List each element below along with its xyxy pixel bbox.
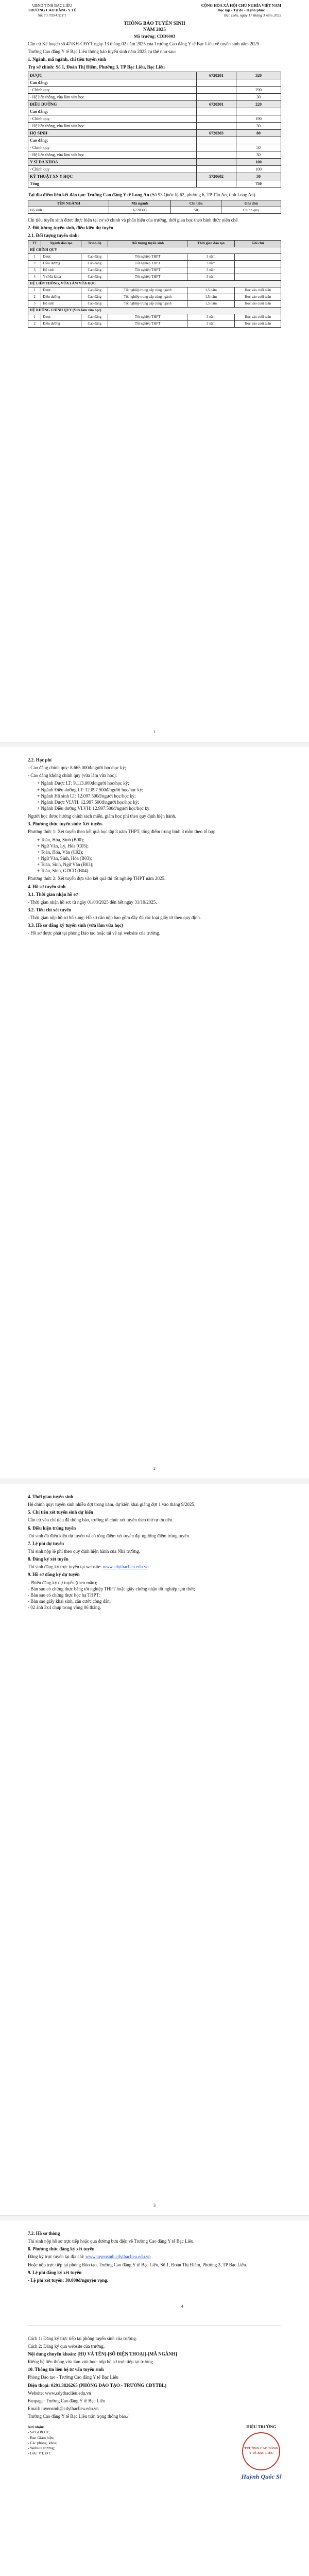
section-1b-heading xyxy=(28,192,281,198)
cell-tt: 3 xyxy=(28,300,41,307)
table-row xyxy=(28,314,281,320)
fee-apply-text: Thí sinh nộp lệ phí theo quy định hiện hành của Nhà trường. xyxy=(28,1548,140,1554)
table-row xyxy=(28,173,281,180)
cell-code xyxy=(197,159,236,166)
method-heading: 3. Phương thức tuyển sinh: Xét tuyển. xyxy=(28,821,103,827)
cell-target: 320 xyxy=(236,72,281,79)
transfer-extra: Riêng hệ liên thông vừa làm vừa học: nộp hồ sơ trực tiếp tại trường. xyxy=(28,2359,154,2365)
cell-name: Điều dưỡng xyxy=(41,320,81,327)
group-row xyxy=(28,247,281,253)
cell-major: Tổng xyxy=(28,180,197,188)
cell-time: 3 năm xyxy=(187,260,235,267)
submit-text: Thí sinh nộp hồ sơ trực tiếp hoặc qua đường bưu điện về Trường Cao đẳng Y tế Bạc Liêu. xyxy=(28,2239,195,2244)
cell-target xyxy=(236,79,281,87)
cell-target: 50 xyxy=(236,144,281,151)
fee-irregular: - Cao đẳng không chính quy (vừa làm vừa học): xyxy=(28,773,117,778)
cell-name: Dược xyxy=(41,287,81,294)
group-label: HỆ KHÔNG CHÍNH QUY (Vừa làm vừa học) xyxy=(28,307,281,314)
column-header: Chỉ tiêu xyxy=(170,200,221,207)
table-row xyxy=(28,294,281,300)
apply-method-label: Đăng ký trực tuyến tại địa chỉ: xyxy=(28,2254,84,2260)
combo-item: + Toán, Hóa, Văn (C02); xyxy=(37,849,83,855)
table-row xyxy=(28,144,281,151)
column-header: Đối tượng tuyển sinh xyxy=(108,241,187,247)
table-header-row xyxy=(28,241,281,247)
cell-major: - Chính quy xyxy=(28,115,197,123)
table-row xyxy=(28,260,281,267)
cell-target: 30 xyxy=(236,151,281,159)
quota-heading: 5. Chỉ tiêu xét tuyển sinh dự kiến xyxy=(28,1510,93,1515)
document-title xyxy=(28,21,281,39)
document-item: - Bản sao có chứng thực bằng tốt nghiệp THPT hoặc giấy chứng nhận tốt nghiệp tạm thời; xyxy=(28,1586,195,1591)
recipient-item: - Website trường; xyxy=(28,2445,55,2450)
table-row xyxy=(28,180,281,188)
closing-text: Trường Cao đẳng Y tế Bạc Liêu trân trọng thông báo./. xyxy=(28,2414,130,2419)
cell-level: Cao đẳng xyxy=(81,300,108,307)
partner-target-table xyxy=(28,200,281,214)
fee-regular: - Cao đẳng chính quy: 8.665.000đ/người học/học kỳ; xyxy=(28,765,126,771)
signatory-name: Huỳnh Quốc Sĩ xyxy=(241,2473,281,2481)
page-4 xyxy=(0,2221,309,2576)
cell-name: Hộ sinh xyxy=(41,267,81,274)
cell-name: Hộ sinh xyxy=(41,300,81,307)
contact-email[interactable]: Email: tuyensinh@cdytbaclieu.edu.vn xyxy=(28,2406,99,2412)
cell-major: KỸ THUẬT XN Y HỌC xyxy=(28,173,197,180)
org-line-2: TRƯỜNG CAO ĐẲNG Y TẾ xyxy=(28,8,77,13)
combo-list xyxy=(28,837,281,874)
cell-note: Học vào cuối tuần xyxy=(235,320,281,327)
cell-code xyxy=(197,79,236,87)
cell-tt: 1 xyxy=(28,253,41,260)
cell-major: Cao đẳng: xyxy=(28,79,197,87)
table-row xyxy=(28,253,281,260)
cell-target xyxy=(236,108,281,115)
column-header: Ngành đào tạo xyxy=(41,241,81,247)
table-row xyxy=(28,267,281,274)
cell-level: Cao đẳng xyxy=(81,253,108,260)
document-header xyxy=(28,3,281,18)
fee-item: + Ngành Hộ sinh LT: 12.097.500đ/người học/học kỳ; xyxy=(37,793,136,799)
cell-level: Cao đẳng xyxy=(81,287,108,294)
cell-target: 80 xyxy=(236,130,281,137)
title-line-2: NĂM 2025 xyxy=(143,27,166,33)
cell-tt: 4 xyxy=(28,274,41,280)
recipients xyxy=(28,2425,57,2481)
cell-time: 3 năm xyxy=(187,314,235,320)
table-row xyxy=(28,300,281,307)
cell-major: ĐIỀU DƯỠNG xyxy=(28,101,197,108)
table-row xyxy=(28,87,281,94)
cell-code xyxy=(197,115,236,123)
cell-code xyxy=(197,137,236,144)
signatory-title: HIỆU TRƯỞNG xyxy=(246,2425,277,2430)
document-item: - Phiếu đăng ký dự tuyển (theo mẫu); xyxy=(28,1580,97,1585)
document-number: Số: 73 /TB-CĐYT xyxy=(38,12,67,18)
admission-object-table xyxy=(28,240,281,327)
way-2: Cách 2: Đăng ký qua website của trường. xyxy=(28,2343,105,2349)
document-date: Bạc Liêu, ngày 17 tháng 3 năm 2025 xyxy=(224,12,281,18)
title-line-1: THÔNG BÁO TUYỂN SINH xyxy=(124,21,185,27)
cell-name: Dược xyxy=(41,314,81,320)
column-header: TÊN NGÀNH xyxy=(28,200,109,207)
cell-major: Y SĨ ĐA KHOA xyxy=(28,159,197,166)
fee-item: + Ngành Dược LT: 9.113.000đ/người học/học kỳ; xyxy=(37,781,129,786)
cell-target: 30 xyxy=(236,94,281,101)
table-row xyxy=(28,72,281,79)
document-item: - 02 ảnh 3x4 chụp trong vòng 06 tháng. xyxy=(28,1605,101,1611)
cell-note: Học vào cuối tuần xyxy=(235,314,281,320)
cell-name: Y sĩ đa khoa xyxy=(41,274,81,280)
section-1b-address: (Số 93 Quốc lộ 62, phường 6, TP Tân An, tỉnh Long An) xyxy=(150,192,255,198)
cell-target xyxy=(236,137,281,144)
group-row xyxy=(28,307,281,314)
table-row xyxy=(28,115,281,123)
combo-item: + Toán, Hóa, Sinh (B00); xyxy=(37,837,84,842)
document-item: - Bản sao giấy khai sinh, căn cước công dân; xyxy=(28,1598,111,1604)
register-heading: 8. Đăng ký xét tuyển xyxy=(28,1556,68,1562)
register-text xyxy=(28,1564,281,1570)
cell-note xyxy=(235,253,281,260)
register-label: Thí sinh đăng ký trực tuyến tại website: xyxy=(28,1564,102,1570)
signature-block xyxy=(28,2425,281,2481)
table-row xyxy=(28,123,281,130)
column-header: Thời gian đào tạo xyxy=(187,241,235,247)
apply-fee-heading: 9. Lệ phí đăng ký xét tuyển xyxy=(28,2269,82,2275)
cell-time: 3 năm xyxy=(187,253,235,260)
cell-code: 6720301 xyxy=(197,101,236,108)
time-heading: 4. Thời gian tuyển sinh xyxy=(28,1494,74,1499)
cell-obj: Tốt nghiệp THPT xyxy=(108,267,187,274)
cell-code xyxy=(197,144,236,151)
cell-obj: Tốt nghiệp THPT xyxy=(108,260,187,267)
cell-time: 3 năm xyxy=(187,267,235,274)
table-row xyxy=(28,287,281,294)
signatory xyxy=(242,2425,281,2481)
cell-note xyxy=(235,260,281,267)
enrollment-target-table xyxy=(28,72,281,188)
table-header-row xyxy=(28,200,281,207)
intro-paragraph-2: Trường Cao đẳng Y tế Bạc Liêu thông báo tuyển sinh năm 2025 cụ thể như sau: xyxy=(28,49,176,54)
cell-target: 750 xyxy=(236,180,281,188)
fee-list xyxy=(28,780,281,811)
cell-tt: 3 xyxy=(28,267,41,274)
quota-text: Căn cứ vào chỉ tiêu đã thông báo, trường tổ chức xét tuyển theo thứ tự ưu tiên. xyxy=(28,1517,174,1523)
cell-obj: Tốt nghiệp trung cấp cùng ngành xyxy=(108,300,187,307)
cell-major: - Hệ liên thông, vừa làm vừa học xyxy=(28,94,197,101)
condition-text: Thí sinh đủ điều kiện dự tuyển và có tổng điểm xét tuyển đạt ngưỡng điểm trúng tuyển. xyxy=(28,1533,190,1538)
page-3 xyxy=(0,1484,309,2215)
column-header: Ghi chú xyxy=(235,241,281,247)
section-1-subheading: Trụ sở chính: Số 1, Đoàn Thị Điểm, Phường 3, TP Bạc Liêu, Bạc Liêu xyxy=(28,64,165,70)
cell-tt: 1 xyxy=(28,287,41,294)
cell-level: Cao đẳng xyxy=(81,260,108,267)
section-1c-paragraph: Chỉ tiêu tuyển sinh được thực hiện tại cơ sở chính và phân hiệu của trường, thời gian học theo hình thức niên chế. xyxy=(28,217,239,223)
section-1b-title: Tại địa điểm liên kết đào tạo: Trường Cao đẳng Y tế Long An xyxy=(28,192,149,198)
table-row xyxy=(28,130,281,137)
table-row xyxy=(28,159,281,166)
cell-major: - Chính quy xyxy=(28,144,197,151)
cell-name: Điều dưỡng xyxy=(41,260,81,267)
cell-target: 30 xyxy=(236,173,281,180)
combo-item: + Ngữ Văn, Sinh, Hóa (B03); xyxy=(37,855,92,861)
documents-heading: 9. Hồ sơ đăng ký dự tuyển xyxy=(28,1572,80,1578)
time-text: Hệ chính quy: tuyển sinh nhiều đợt trong năm, dự kiến khai giảng đợt 1 vào tháng 9/2025. xyxy=(28,1502,196,1507)
page-number: 4 xyxy=(181,2303,183,2309)
cell-name: Dược xyxy=(41,253,81,260)
cell-tt: 2 xyxy=(28,320,41,327)
column-header: Ghi chú xyxy=(221,200,281,207)
cell-major: - Chính quy xyxy=(28,87,197,94)
org-line-1: UBND TỈNH BẠC LIÊU xyxy=(32,3,72,8)
cell-tt: 2 xyxy=(28,294,41,300)
cell-level: Cao đẳng xyxy=(81,267,108,274)
contact-heading: 10. Thông tin liên hệ tư vấn tuyển sinh xyxy=(28,2367,104,2372)
cell-major: - Chính quy xyxy=(28,166,197,173)
cell-major: DƯỢC xyxy=(28,72,197,79)
page-1 xyxy=(0,0,309,742)
cell-level: Cao đẳng xyxy=(81,274,108,280)
section-2-1-heading: 2.1. Đối tượng tuyển sinh: xyxy=(28,233,79,239)
cell-time: 3 năm xyxy=(187,274,235,280)
cell-time: 1,5 năm xyxy=(187,287,235,294)
fee-policy: Người học được hưởng chính sách miễn, giảm học phí theo quy định hiện hành. xyxy=(28,814,176,819)
fee-item: + Ngành Dược VLVH: 12.997.500đ/người học/học kỳ; xyxy=(37,799,139,805)
cell-code xyxy=(197,94,236,101)
dossier-vlvh-heading: 3.3. Hồ sơ đăng ký tuyển sinh (vừa làm vừa học) xyxy=(28,923,123,928)
recipient-item: - Sở GD&ĐT; xyxy=(28,2430,50,2435)
cell-obj: Tốt nghiệp trung cấp cùng ngành xyxy=(108,287,187,294)
cell-code: 6720201 xyxy=(197,72,236,79)
cell-target: 50 xyxy=(170,207,221,213)
section-2-heading: 2. Đối tượng tuyển sinh, điều kiện dự tuyển xyxy=(28,225,113,230)
cell-target: 100 xyxy=(236,166,281,173)
fee-apply-heading: 7. Lệ phí dự tuyển xyxy=(28,1540,64,1546)
cell-note: Học vào cuối tuần xyxy=(235,287,281,294)
cell-major: - Hệ liên thông, vừa làm vừa học xyxy=(28,123,197,130)
cell-obj: Tốt nghiệp THPT xyxy=(108,314,187,320)
section-1-heading: 1. Ngành, mã ngành, chỉ tiêu tuyển sinh xyxy=(28,57,107,62)
national-title: CỘNG HÒA XÃ HỘI CHỦ NGHĨA VIỆT NAM xyxy=(201,3,281,8)
cell-code xyxy=(197,108,236,115)
contact-web[interactable]: Website: www.cdytbaclieu.edu.vn xyxy=(28,2390,91,2396)
recipients-list xyxy=(28,2430,57,2456)
cell-time: 1,5 năm xyxy=(187,300,235,307)
combo-item: + Ngữ Văn, Lý, Hóa (C05); xyxy=(37,843,89,849)
cell-target: 220 xyxy=(236,101,281,108)
cell-major: Cao đẳng: xyxy=(28,137,197,144)
cell-level: Cao đẳng xyxy=(81,294,108,300)
cell-name: Điều dưỡng xyxy=(41,294,81,300)
cell-code xyxy=(197,180,236,188)
transfer-note: Nội dung chuyển khoản: [HỌ VÀ TÊN]-[SỐ ĐIỆN THOẠI]-[MÃ NGÀNH] xyxy=(28,2351,177,2357)
cell-obj: Tốt nghiệp trung cấp cùng ngành xyxy=(108,294,187,300)
cell-note xyxy=(235,274,281,280)
cell-note: Học vào cuối tuần xyxy=(235,300,281,307)
cell-code xyxy=(197,87,236,94)
table-row xyxy=(28,166,281,173)
group-row xyxy=(28,280,281,287)
page-2 xyxy=(0,747,309,1479)
cell-target: 30 xyxy=(236,123,281,130)
document-item: - Bản sao có chứng thực học bạ THPT; xyxy=(28,1592,100,1598)
cell-target: 190 xyxy=(236,115,281,123)
cell-level: Cao đẳng xyxy=(81,320,108,327)
national-motto: Độc lập - Tự do - Hạnh phúc xyxy=(217,8,265,13)
recipients-title: Nơi nhận: xyxy=(28,2425,45,2430)
final-section xyxy=(28,2325,281,2481)
cell-tt: 2 xyxy=(28,260,41,267)
intro-paragraph-1: Căn cứ Kế hoạch số 47/KH-CĐYT ngày 13 tháng 02 năm 2025 của Trường Cao đẳng Y tế Bạc Liêu về tuyển sinh năm 2025. xyxy=(28,41,261,46)
dossier-time-heading: 3.1. Thời gian nhận hồ sơ xyxy=(28,891,78,897)
fee-item: + Ngành Điều dưỡng LT: 12.097.500đ/người học/học kỳ; xyxy=(37,787,144,792)
cell-code xyxy=(197,123,236,130)
page-number: 3 xyxy=(153,2203,156,2208)
criteria-text: - Thời gian nộp hồ sơ bổ sung: Hồ sơ cần nộp bao gồm đầy đủ các loại giấy tờ theo quy định. xyxy=(28,915,201,921)
combo-item: + Toán, Sinh, GDCD (B04). xyxy=(37,868,90,874)
combo-item: + Toán, Sinh, Ngữ Văn (B03); xyxy=(37,862,94,868)
school-code: Mã trường: CDD6003 xyxy=(133,33,176,39)
table-row xyxy=(28,151,281,159)
column-header: TT xyxy=(28,241,41,247)
apply-method-heading: 8. Phương thức đăng ký xét tuyển xyxy=(28,2246,95,2252)
group-label: HỆ CHÍNH QUY xyxy=(28,247,281,253)
dossier-vlvh-text: - Hồ sơ được phát tại phòng Đào tạo hoặc tải về tại website của trường. xyxy=(28,930,160,936)
recipient-item: - Ban Giám hiệu; xyxy=(28,2435,55,2440)
table-row xyxy=(28,274,281,280)
documents-list xyxy=(28,1580,281,1611)
cell-code: 5720602 xyxy=(197,173,236,180)
way-1: Cách 1: Đăng ký trực tiếp tại phòng tuyển sinh của trường. xyxy=(28,2335,137,2341)
table-row xyxy=(28,137,281,144)
register-link[interactable]: www.cdytbaclieu.edu.vn xyxy=(102,1564,149,1570)
page-number: 1 xyxy=(153,730,156,734)
contact-office: Phòng Đào tạo - Trường Cao đẳng Y tế Bạc Liêu xyxy=(28,2375,118,2380)
criteria-heading: 3.2. Tiêu chí xét tuyển xyxy=(28,907,72,912)
group-label: HỆ LIÊN THÔNG, VỪA LÀM VỪA HỌC xyxy=(28,280,281,287)
column-header: Trình độ xyxy=(81,241,108,247)
method-1: Phương thức 1: Xét tuyển theo kết quả học tập 3 năm THPT, tổng điểm trung bình 3 môn theo tổ hợp. xyxy=(28,829,217,835)
fee-heading: 2.2. Học phí xyxy=(28,757,52,762)
table-row xyxy=(28,101,281,108)
apply-link[interactable]: www.tuyensinh.cdytbaclieu.edu.vn xyxy=(85,2254,151,2260)
recipient-item: - Lưu: VT, ĐT. xyxy=(28,2450,52,2455)
method-2: Phương thức 2: Xét tuyển dựa vào kết quả thi tốt nghiệp THPT năm 2025. xyxy=(28,876,166,882)
cell-note xyxy=(235,267,281,274)
cell-major: Hộ sinh xyxy=(28,207,109,213)
cell-obj: Tốt nghiệp THPT xyxy=(108,320,187,327)
condition-heading: 6. Điều kiện trúng tuyển xyxy=(28,1525,76,1531)
cell-major: Cao đẳng: xyxy=(28,108,197,115)
contact-phone[interactable]: Điện thoại: 0291.3826265 (PHÒNG ĐÀO TẠO - TRƯỜNG CĐYTBL) xyxy=(28,2382,167,2388)
cell-note: Học vào cuối tuần xyxy=(235,294,281,300)
cell-major: - Hệ liên thông, vừa làm vừa học xyxy=(28,151,197,159)
page-number: 2 xyxy=(153,1466,156,1471)
cell-target: 290 xyxy=(236,87,281,94)
apply-direct-text: Hoặc nộp trực tiếp tại phòng Đào tạo, Trường Cao đẳng Y tế Bạc Liêu, Số 1, Đoàn Thị Điểm, Phường 3, TP Bạc Liêu. xyxy=(28,2262,247,2267)
cell-major: HỘ SINH xyxy=(28,130,197,137)
fee-item: + Ngành Điều dưỡng VLVH: 12.997.500đ/người học/học kỳ. xyxy=(37,805,151,811)
dossier-time: - Thời gian nhận hồ sơ: từ ngày 01/03/2025 đến hết ngày 31/10/2025. xyxy=(28,899,157,905)
table-row xyxy=(28,320,281,327)
cell-tt: 1 xyxy=(28,314,41,320)
cell-obj: Tốt nghiệp THPT xyxy=(108,253,187,260)
table-row xyxy=(28,207,281,213)
contact-fanpage[interactable]: Fanpage: Trường Cao đẳng Y tế Bạc Liêu xyxy=(28,2398,106,2403)
table-row xyxy=(28,79,281,87)
cell-code xyxy=(197,166,236,173)
cell-level: Cao đẳng xyxy=(81,314,108,320)
cell-time: 1,5 năm xyxy=(187,294,235,300)
official-stamp: TRƯỜNG CAO ĐẲNG Y TẾ BẠC LIÊU xyxy=(242,2432,280,2470)
cell-time: 3 năm xyxy=(187,320,235,327)
cell-obj: Tốt nghiệp THPT xyxy=(108,274,187,280)
cell-code xyxy=(197,151,236,159)
table-row xyxy=(28,108,281,115)
submit-heading: 7.2. Hồ sơ thông xyxy=(28,2231,60,2236)
recipient-item: - Các phòng, khoa; xyxy=(28,2440,58,2445)
table-row xyxy=(28,94,281,101)
column-header: Mã ngành xyxy=(109,200,171,207)
cell-code: 6720303 xyxy=(197,130,236,137)
apply-method-text xyxy=(28,2253,281,2260)
cell-target: 100 xyxy=(236,159,281,166)
apply-fee-text: - Lệ phí xét tuyển: 30.000đ/nguyện vọng. xyxy=(28,2277,109,2283)
dossier-heading: 4. Hồ sơ tuyển sinh xyxy=(28,884,66,889)
cell-note: Chính quy xyxy=(221,207,281,213)
cell-code: 6720303 xyxy=(109,207,171,213)
